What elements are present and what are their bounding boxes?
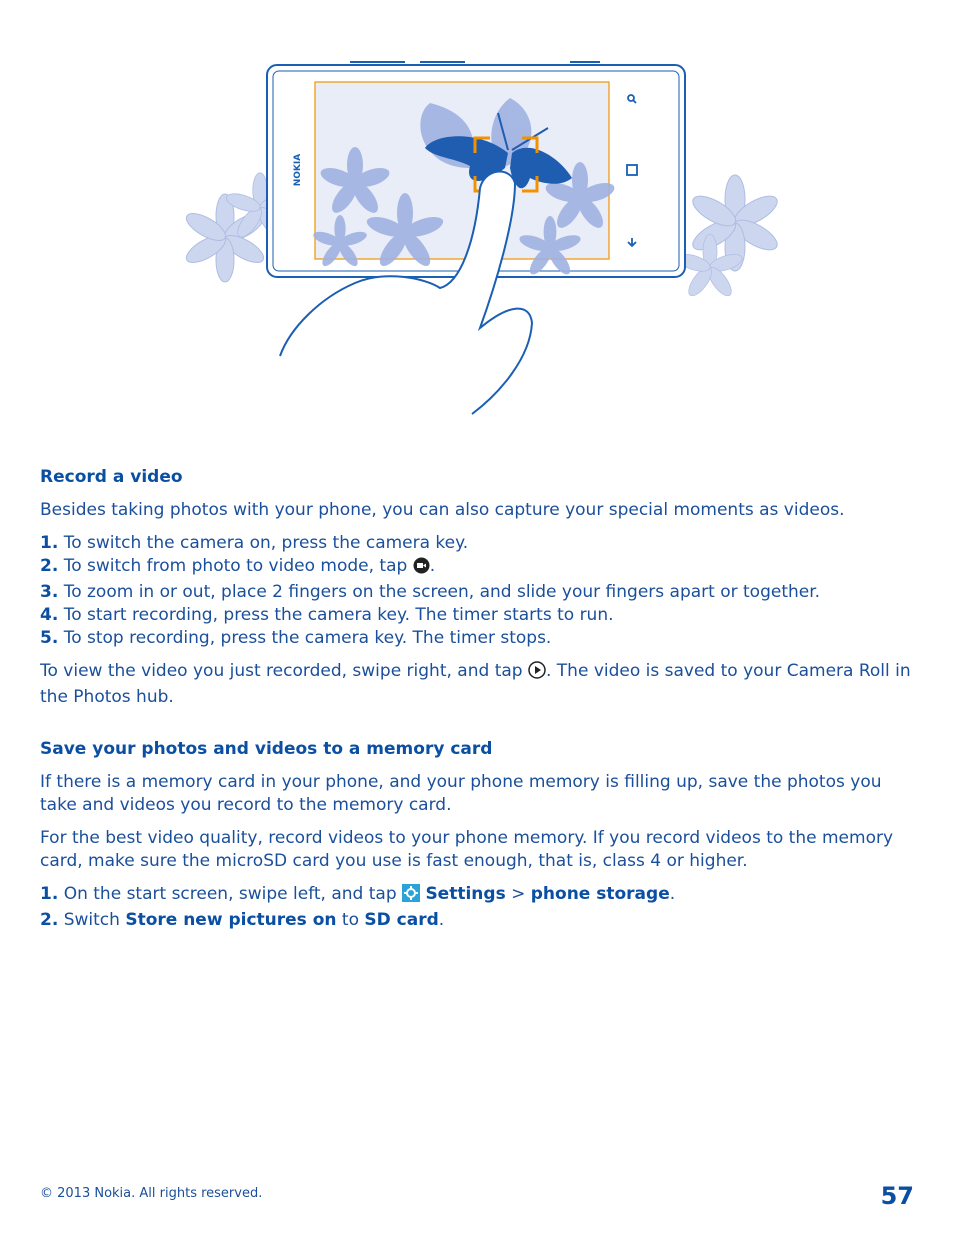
memory-steps-list [40,883,920,932]
settings-icon [402,884,420,909]
view-text-after: . The video is saved to your Camera Roll in the Photos hub. [40,661,911,707]
sd-card-label: SD card [364,910,439,930]
view-text-before: To view the video you just recorded, swipe right, and tap [40,661,523,681]
step-to: to [341,910,359,930]
copyright-footer: © 2013 Nokia. All rights reserved. [40,1186,263,1201]
memory-card-paragraph-1: If there is a memory card in your phone, and your phone memory is filling up, save the photos you take and videos you record to the memory card. [40,772,882,815]
view-video-paragraph [40,660,920,709]
step-text: To zoom in or out, place 2 fingers on the screen, and slide your fingers apart or together. [63,582,821,602]
play-icon [528,661,546,686]
step-end: . [438,910,445,930]
video-mode-icon [413,557,430,581]
list-item [40,555,920,581]
section-heading-memory-card: Save your photos and videos to a memory card [40,739,493,759]
page-number: 57 [880,1182,914,1210]
step-number: 1. [40,533,59,553]
step-end: . [669,884,676,904]
step-number: 3. [40,582,59,602]
section-memory-card [40,737,920,932]
phone-storage-label: phone storage [530,884,670,904]
list-item [40,604,920,627]
step-number: 4. [40,605,59,625]
step-number: 1. [40,884,59,904]
list-item [40,883,920,909]
step-suffix: . [429,556,436,576]
settings-label: Settings [425,884,506,904]
phone-camera-illustration [180,58,800,418]
step-text: Switch [63,910,120,930]
step-text: To stop recording, press the camera key. The timer stops. [63,628,552,648]
nokia-logo-text: NOKIA [293,153,303,187]
step-number: 2. [40,556,59,576]
list-item [40,909,920,932]
step-text: To start recording, press the camera key. The timer starts to run. [63,605,614,625]
phone-illustration [180,58,800,418]
intro-paragraph: Besides taking photos with your phone, you can also capture your special moments as videos. [40,500,845,520]
content-area [40,465,920,942]
store-option-label: Store new pictures on [125,910,337,930]
step-text: To switch from photo to video mode, tap [63,556,408,576]
list-item [40,532,920,555]
step-text: To switch the camera on, press the camera key. [63,533,469,553]
step-text: On the start screen, swipe left, and tap [63,884,397,904]
step-number: 5. [40,628,59,648]
step-number: 2. [40,910,59,930]
record-steps-list [40,532,920,650]
list-item [40,581,920,604]
memory-card-paragraph-2: For the best video quality, record videos to your phone memory. If you record videos to the memory card, make sure the microSD card you use is fast enough, that is, class 4 or higher. [40,828,894,871]
section-heading-record-video: Record a video [40,467,183,487]
list-item [40,627,920,650]
path-separator: > [511,884,526,904]
